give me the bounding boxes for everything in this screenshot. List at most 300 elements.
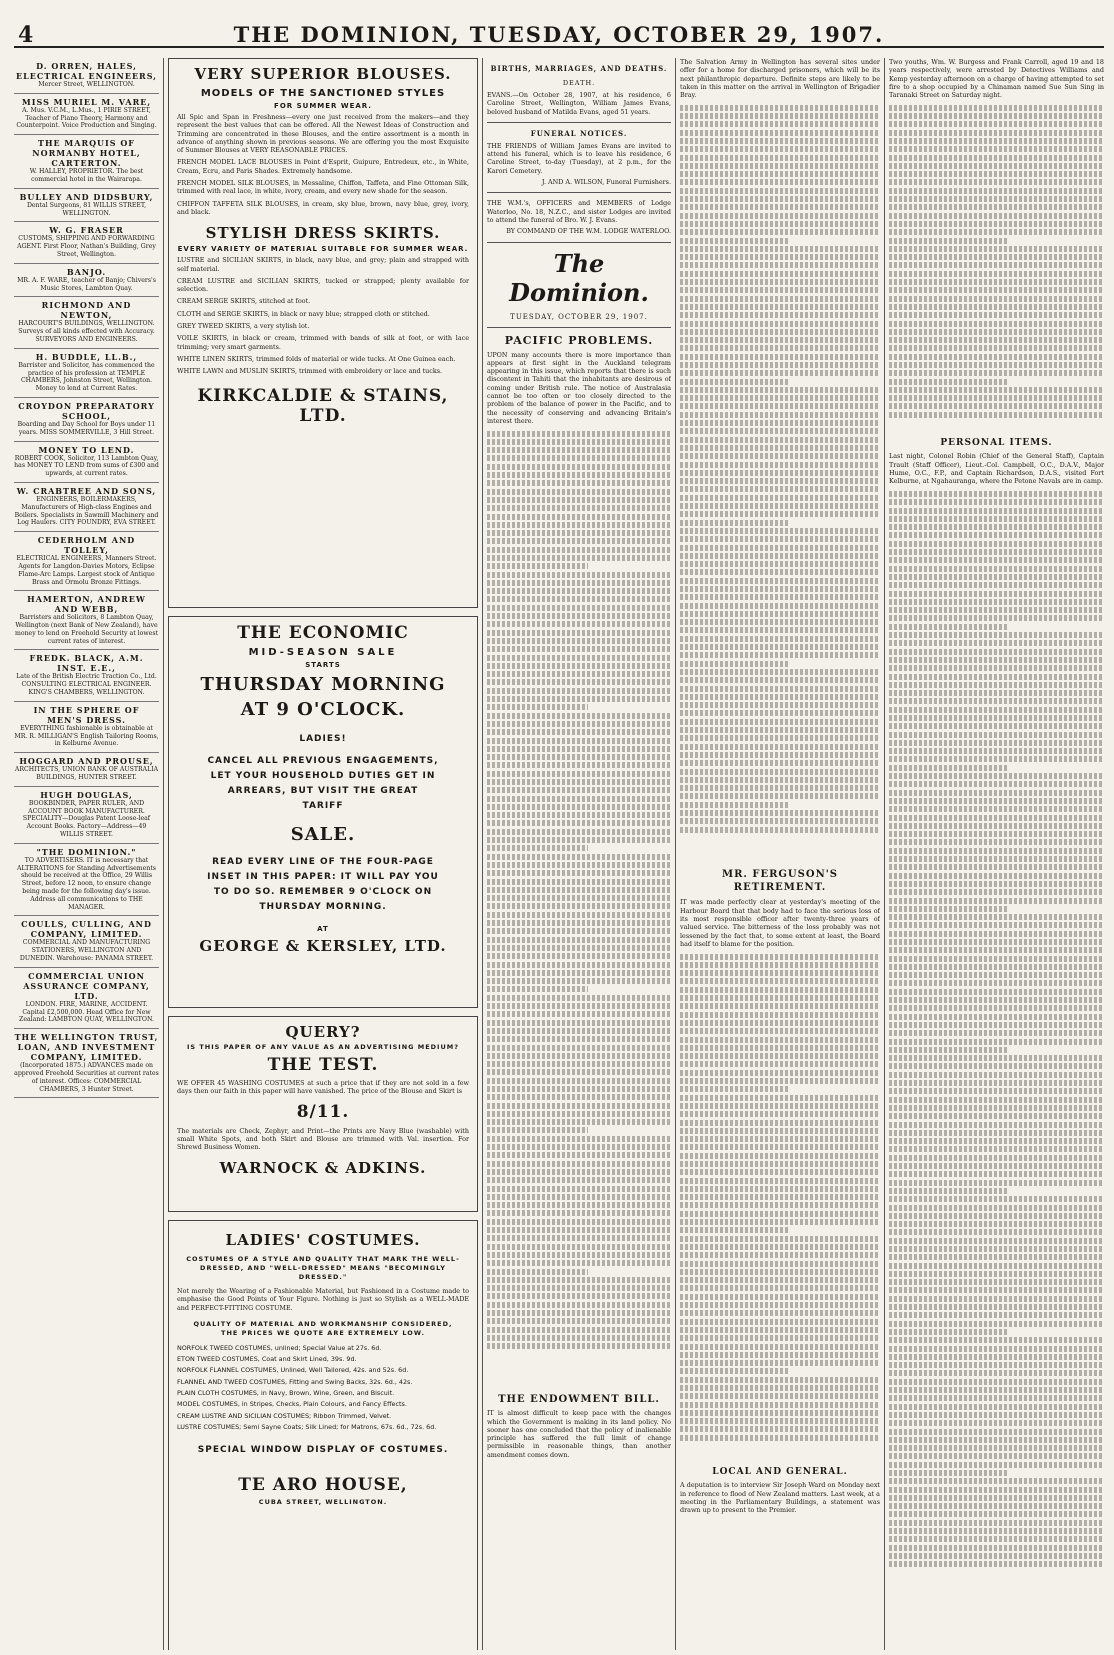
costume-price-item: NORFOLK FLANNEL COSTUMES, Unlined, Well Tailored, 42s. and 52s. 6d. (177, 1366, 409, 1375)
text-line (487, 1003, 671, 1009)
advert-text: BOOKBINDER, PAPER RULER, AND ACCOUNT BOOK MANUFACTURER. SPECIALITY—Douglas Patent Loose-leaf Account Books. Factory—Address—49 WILLIS STREET. (22, 799, 151, 839)
advert-title: VERY SUPERIOR BLOUSES. (194, 65, 452, 83)
text-line (680, 403, 880, 409)
text-line (487, 1293, 671, 1299)
text-line (680, 171, 880, 177)
advert-heading: H. BUDDLE, LL.B., (35, 351, 138, 362)
text-line (889, 412, 1104, 418)
advert-heading: W. CRABTREE AND SONS, (16, 485, 157, 496)
text-line (680, 138, 880, 144)
lodge-signature: BY COMMAND OF THE W.M. LODGE WATERLOO. (506, 227, 671, 236)
article-text: The Salvation Army in Wellington has several sites under offer for a home for discharged prisoners, which will be its next philanthropic departure. Definite steps are likely to be taken in this matter on the arrival in Wellington of Brigadier Bray. (680, 58, 880, 100)
text-line (680, 777, 880, 783)
text-line (680, 611, 880, 617)
column-rule (884, 58, 885, 1650)
advert-text: ROBERT COOK, Solicitor, 113 Lambton Quay, has MONEY TO LEND from sums of £300 and upwards, at current rates. (14, 454, 159, 478)
text-line (889, 823, 1104, 829)
text-line (889, 329, 1104, 335)
text-line (889, 1146, 1104, 1152)
text-line (487, 696, 671, 702)
text-line (680, 1352, 880, 1358)
text-line (889, 370, 1104, 376)
classified-advert (14, 787, 159, 844)
text-line (889, 1312, 1104, 1318)
advert-headline: THURSDAY MORNING (200, 674, 446, 695)
text-line (680, 387, 880, 393)
text-line (889, 698, 1104, 704)
text-line (680, 437, 880, 443)
text-line (680, 1194, 880, 1200)
text-line (889, 1287, 1104, 1293)
text-line (889, 321, 1104, 327)
advert-heading: HOGGARD AND PROUSE, (19, 756, 154, 767)
text-line (889, 756, 1104, 762)
text-line (889, 831, 1104, 837)
text-line (680, 578, 880, 584)
text-line (889, 362, 1104, 368)
advertiser-name: GEORGE & KERSLEY, LTD. (199, 937, 447, 955)
newspaper-title: THE DOMINION, TUESDAY, OCTOBER 29, 1907. (233, 22, 885, 47)
advert-text: Mercer Street, WELLINGTON. (38, 81, 135, 88)
text-line (680, 1028, 880, 1034)
text-line (680, 1012, 880, 1018)
text-line (487, 862, 671, 868)
text-line (680, 561, 880, 567)
costume-price-item: NORFOLK TWEED COSTUMES, unlined; Special Value at 27s. 6d. (177, 1343, 382, 1352)
text-line (680, 470, 880, 476)
advert-subtitle: QUALITY OF MATERIAL AND WORKMANSHIP CONSIDERED, THE PRICES WE QUOTE ARE EXTREMELY LOW. (193, 1319, 453, 1337)
text-line (680, 1045, 880, 1051)
text-line (889, 1520, 1104, 1526)
text-line (889, 607, 1104, 613)
divider (487, 192, 671, 193)
text-line (680, 1153, 880, 1159)
text-line (680, 636, 880, 642)
text-line (889, 1130, 1104, 1136)
text-line (680, 793, 880, 799)
text-line (487, 1327, 671, 1333)
death-notice: EVANS.—On October 28, 1907, at his residence, 6 Caroline Street, Wellington, William James Evans, beloved husband of Matilda Evans, aged 51 years. (487, 91, 671, 116)
text-line (889, 1097, 1104, 1103)
article-heading: PERSONAL ITEMS. (940, 438, 1053, 449)
text-line (487, 530, 671, 536)
text-line (680, 1360, 880, 1366)
classified-advert (14, 591, 159, 650)
text-line (889, 1304, 1104, 1310)
text-line (680, 511, 880, 517)
text-line (487, 962, 671, 968)
advert-text: COMMERCIAL AND MANUFACTURING STATIONERS, WELLINGTON AND DUNEDIN. Warehouse: PANAMA STREET. (19, 939, 154, 963)
body-text-block (889, 102, 1104, 432)
advert-text: EVERYTHING fashionable is obtainable at MR. R. MILLIGAN'S English Tailoring Rooms, in Kelburne Avenue. (14, 724, 159, 748)
text-line (680, 246, 880, 252)
text-line (680, 262, 880, 268)
text-line (889, 379, 1007, 385)
text-line (889, 1163, 1104, 1169)
text-line (680, 1178, 880, 1184)
text-line (487, 671, 671, 677)
advert-text: LONDON. FIRE, MARINE, ACCIDENT. Capital £2,500,000. Head Office for New Zealand: LAMBTON QUAY, WELLINGTON. (19, 1000, 154, 1024)
text-line (680, 1418, 880, 1424)
text-line (680, 1103, 880, 1109)
text-line (889, 516, 1104, 522)
text-line (487, 937, 671, 943)
text-line (680, 1202, 880, 1208)
text-line (487, 912, 671, 918)
advert-text: Not merely the Wearing of a Fashionable Material, but Fashioned in a Costume made to emphasise the Good Points of Your Figure. Nothing is just so Stylish as a WELL-MADE and PERFECT-FITTING COSTUME. (177, 1287, 469, 1312)
text-line (889, 1022, 1104, 1028)
text-line (889, 387, 1104, 393)
text-line (680, 1186, 880, 1192)
classified-advert (14, 189, 159, 223)
text-line (487, 1036, 671, 1042)
text-line (889, 1453, 1104, 1459)
body-text-block (680, 951, 880, 1461)
advert-headline: THE TEST. (267, 1055, 379, 1075)
text-line (680, 329, 880, 335)
masthead (14, 22, 1104, 48)
text-line (487, 738, 671, 744)
text-line (680, 987, 880, 993)
text-line (487, 1119, 671, 1125)
text-line (889, 1346, 1104, 1352)
classified-advert (14, 135, 159, 189)
text-line (889, 1462, 1104, 1468)
text-line (487, 497, 671, 503)
body-text-block (889, 489, 1104, 1609)
text-line (487, 870, 671, 876)
text-line (487, 1343, 671, 1349)
text-line (680, 1086, 790, 1092)
newspaper-logo: The Dominion. (509, 248, 649, 307)
economic-sale-advert (168, 616, 478, 1008)
text-line (680, 1285, 880, 1291)
text-line (487, 978, 671, 984)
advert-text: The materials are Check, Zephyr, and Print—the Prints are Navy Blue (washable) with small White Spots, and both Skirt and Blouse are trimmed with Val. insertion. For Shrewd Business Women. (177, 1126, 469, 1152)
text-line (680, 978, 880, 984)
text-line (680, 1269, 880, 1275)
text-line (889, 1213, 1104, 1219)
text-line (487, 1269, 588, 1275)
text-line (889, 906, 1007, 912)
text-line (487, 522, 671, 528)
classified-advert (14, 442, 159, 483)
text-line (889, 221, 1104, 227)
article-text: Two youths, Wm. W. Burgess and Frank Carroll, aged 19 and 18 years respectively, were arrested by Detectives Williams and Kemp yesterday afternoon on a charge of having attempted to set fire to a shop occupied by a Chinaman named Sue Sun Sing in Taranaki Street on Saturday night. (889, 58, 1104, 100)
divider (487, 327, 671, 328)
text-line (889, 964, 1104, 970)
text-line (680, 362, 880, 368)
advert-heading: CROYDON PREPARATORY SCHOOL, (18, 400, 155, 421)
text-line (889, 732, 1104, 738)
text-line (889, 287, 1104, 293)
costumes-advert (168, 1220, 478, 1650)
advert-text: CHIFFON TAFFETA SILK BLOUSES, in cream, sky blue, brown, navy blue, grey, ivory, and black. (177, 199, 469, 216)
article-text: UPON many accounts there is more importance than appears at first sight in the Auckland telegram appearing in this issue, which reports that there is such discontent in Tahiti that the inhabitants are desirous of coming under British rule. The notice of Australasia cannot be too often or too closely directed to the problem of the balance of power in the Pacific, and to the necessity of conserving and advancing Britain's interest there. (487, 350, 671, 425)
text-line (487, 514, 671, 520)
advert-subtitle: FOR SUMMER WEAR. (274, 102, 372, 110)
text-line (889, 549, 1104, 555)
text-line (487, 439, 671, 445)
text-line (889, 1246, 1104, 1252)
advert-subtitle: MID-SEASON SALE (248, 647, 398, 658)
text-line (487, 480, 671, 486)
text-line (487, 1186, 671, 1192)
text-line (889, 312, 1104, 318)
text-line (487, 928, 671, 934)
text-line (487, 555, 671, 561)
text-line (680, 627, 880, 633)
text-line (680, 995, 880, 1001)
text-line (889, 582, 1104, 588)
text-line (680, 1161, 880, 1167)
advert-text: FRENCH MODEL LACE BLOUSES in Point d'Esprit, Guipure, Entredeux, etc., in White, Cream, Ecru, and Paris Shades. Extremely handsome. (177, 158, 469, 175)
text-line (889, 1437, 1104, 1443)
text-line (889, 1138, 1104, 1144)
text-line (889, 881, 1104, 887)
text-line (487, 1202, 671, 1208)
text-line (487, 762, 671, 768)
advert-text: Barrister and Solicitor, has commenced the practice of his profession at TEMPLE CHAMBERS, Johnston Street, Wellington. Money to lend at Current Rates. (18, 361, 155, 393)
text-line (680, 553, 880, 559)
text-line (889, 1528, 1104, 1534)
text-line (487, 721, 671, 727)
text-line (680, 536, 880, 542)
classified-advert (14, 968, 159, 1029)
text-line (487, 779, 671, 785)
text-line (680, 1070, 880, 1076)
text-line (487, 572, 671, 578)
text-line (680, 1426, 880, 1432)
text-line (680, 113, 880, 119)
advert-text: CANCEL ALL PREVIOUS ENGAGEMENTS, LET YOUR HOUSEHOLD DUTIES GET IN ARREARS, BUT VISIT THE GREAT TARIFF (207, 756, 439, 811)
advert-heading: COMMERCIAL UNION ASSURANCE COMPANY, LTD. (23, 970, 150, 1001)
text-line (889, 848, 1104, 854)
text-line (487, 1285, 671, 1291)
text-line (889, 748, 1104, 754)
text-line (487, 679, 671, 685)
text-line (680, 962, 880, 968)
text-line (680, 727, 880, 733)
text-line (889, 188, 1104, 194)
text-line (889, 1553, 1104, 1559)
text-line (889, 499, 1104, 505)
advert-text: (Incorporated 1875.) ADVANCES made on approved Freehold Securities at current rates of interest. Offices: COMMERCIAL CHAMBERS, 3 Hunter Street. (14, 1062, 159, 1093)
text-line (680, 1294, 880, 1300)
advert-text: ENGINEERS, BOILERMAKERS, Manufacturers of High-class Engines and Boilers. Specialists in Sawmill Machinery and Log Haulers. CITY FOUNDRY, EVA STREET. (14, 495, 159, 527)
advert-text: WHITE LINEN SKIRTS, trimmed folds of material or wide tucks. At One Guinea each. (177, 354, 456, 363)
text-line (889, 1005, 1104, 1011)
text-line (889, 1180, 1104, 1186)
text-line (680, 594, 880, 600)
text-line (680, 279, 880, 285)
text-line (487, 563, 588, 569)
text-line (680, 420, 880, 426)
text-line (487, 845, 588, 851)
text-line (889, 839, 1104, 845)
text-line (487, 596, 671, 602)
text-line (487, 1020, 671, 1026)
text-line (889, 947, 1104, 953)
article-text: Last night, Colonel Robin (Chief of the General Staff), Captain Trault (Staff Officer), Lieut.-Col. Campbell, O.C., D.A.V., Major Hume, O.C., F.P., and Captain Richardson, D.A.S., visited Fort Kelburne, at Ngahauranga, where the Petone Navals are in camp. (889, 452, 1104, 486)
text-line (680, 1169, 880, 1175)
classified-advert (14, 94, 159, 135)
text-line (889, 682, 1104, 688)
advert-text: All Spic and Span in Freshness—every one just received from the makers—and they represent the best values that can be offered. All the Newest Ideas of Construction and Trimming are concentrated in these Blouses, and the entire assortment is a month in advance of anything shown in previous seasons. We are offering you the most Exquisite of Summer Blouses at VERY REASONABLE PRICES. (177, 113, 469, 155)
text-line (487, 1061, 671, 1067)
text-line (487, 920, 671, 926)
text-line (889, 1030, 1104, 1036)
advert-text: MR. A. F. WARE, teacher of Banjo; Chivers's Music Stores, Lambton Quay. (17, 276, 156, 292)
text-line (487, 1011, 671, 1017)
text-line (680, 954, 880, 960)
section-heading: BIRTHS, MARRIAGES, AND DEATHS. (490, 64, 668, 73)
text-line (889, 1188, 1007, 1194)
section-heading: FUNERAL NOTICES. (530, 128, 628, 138)
text-line (889, 931, 1104, 937)
text-line (487, 1227, 671, 1233)
text-line (487, 1277, 671, 1283)
text-line (889, 1271, 1104, 1277)
text-line (889, 972, 1104, 978)
text-line (680, 528, 880, 534)
text-line (889, 296, 1104, 302)
text-line (487, 489, 671, 495)
text-line (889, 1055, 1104, 1061)
text-line (487, 1086, 671, 1092)
text-line (680, 1037, 880, 1043)
advertiser-name: WARNOCK & ADKINS. (219, 1159, 427, 1178)
advert-title: THE ECONOMIC (237, 623, 409, 643)
text-line (889, 657, 1104, 663)
advertiser-name: KIRKCALDIE & STAINS, LTD. (197, 385, 449, 426)
text-line (889, 204, 1104, 210)
text-line (889, 1221, 1104, 1227)
text-line (680, 1393, 880, 1399)
advert-text: WHITE LAWN and MUSLIN SKIRTS, trimmed with embroidery or lace and tucks. (177, 367, 443, 376)
text-line (487, 829, 671, 835)
text-line (680, 428, 880, 434)
text-line (889, 956, 1104, 962)
text-line (889, 213, 1104, 219)
text-line (487, 754, 671, 760)
text-line (680, 296, 880, 302)
article-heading: THE ENDOWMENT BILL. (498, 1394, 660, 1406)
text-line (889, 171, 1104, 177)
text-line (487, 580, 671, 586)
text-line (680, 221, 880, 227)
advert-text: ELECTRICAL ENGINEERS, Manners Street. Agents for Langdon-Davies Motors, Eclipse Flame-Arc Lamps. Largest stock of Antique Brass and Ormolu Bronze Fittings. (16, 555, 157, 586)
text-line (487, 1335, 671, 1341)
text-line (889, 624, 1007, 630)
text-line (487, 879, 671, 885)
classified-advert (14, 916, 159, 967)
text-line (889, 179, 1104, 185)
text-line (889, 806, 1104, 812)
text-line (889, 1354, 1104, 1360)
text-line (487, 1053, 671, 1059)
text-line (889, 715, 1104, 721)
text-line (889, 649, 1104, 655)
text-line (680, 545, 880, 551)
text-line (680, 1344, 880, 1350)
text-line (680, 1402, 880, 1408)
text-line (680, 1053, 880, 1059)
costume-price-item: PLAIN CLOTH COSTUMES, in Navy, Brown, Wine, Green, and Biscuit. (177, 1389, 395, 1398)
text-line (680, 213, 880, 219)
text-line (889, 864, 1104, 870)
display-ads-column (168, 58, 478, 1650)
text-line (889, 1263, 1104, 1269)
text-line (889, 1495, 1104, 1501)
text-line (487, 464, 671, 470)
text-line (487, 970, 671, 976)
text-line (487, 455, 671, 461)
text-line (889, 690, 1104, 696)
text-line (889, 395, 1104, 401)
text-line (680, 354, 880, 360)
text-line (680, 769, 880, 775)
text-line (680, 395, 880, 401)
advert-text: HARCOURT'S BUILDINGS, WELLINGTON. Surveys of all kinds effected with Accuracy. SURVEYORS AND ENGINEERS. (18, 320, 155, 343)
text-line (889, 1279, 1104, 1285)
text-line (680, 379, 790, 385)
advert-text: ARCHITECTS, UNION BANK OF AUSTRALIA BUILDINGS, HUNTER STREET. (14, 766, 159, 782)
text-line (487, 663, 671, 669)
text-line (889, 1470, 1007, 1476)
text-line (487, 812, 671, 818)
text-line (680, 1435, 880, 1441)
text-line (487, 1111, 671, 1117)
text-line (889, 304, 1104, 310)
text-line (487, 787, 671, 793)
text-line (487, 505, 671, 511)
text-line (889, 1412, 1104, 1418)
text-line (487, 1069, 671, 1075)
advertiser-address: CUBA STREET, WELLINGTON. (258, 1498, 388, 1507)
text-line (487, 887, 671, 893)
text-line (680, 719, 880, 725)
editorial-column (487, 58, 671, 1650)
notice-heading: DEATH. (562, 79, 596, 87)
text-line (680, 686, 880, 692)
text-line (889, 1420, 1104, 1426)
advert-heading: D. ORREN, HALES, ELECTRICAL ENGINEERS, (16, 61, 157, 81)
text-line (680, 412, 880, 418)
undertaker: J. AND A. WILSON, Funeral Furnishers. (541, 178, 671, 187)
text-line (889, 1329, 1007, 1335)
divider (487, 242, 671, 243)
advert-text: VOILE SKIRTS, in black or cream, trimmed with bands of silk at foot, or with lace trimming; very smart garments. (177, 334, 469, 351)
costume-price-item: ETON TWEED COSTUMES, Coat and Skirt Lined, 39s. 9d. (177, 1355, 357, 1364)
article-text: A deputation is to interview Sir Joseph Ward on Monday next in reference to flood of New Zealand matters. Last week, at a meeting in the Parliamentary Buildings, a statement was drawn up to present to the Premier. (680, 1481, 880, 1515)
text-line (889, 914, 1104, 920)
text-line (487, 903, 671, 909)
text-line (487, 472, 671, 478)
text-line (680, 1219, 880, 1225)
text-line (487, 1169, 671, 1175)
text-line (487, 688, 671, 694)
text-line (889, 238, 1007, 244)
text-line (680, 818, 880, 824)
news-column (889, 58, 1104, 1650)
text-line (889, 790, 1104, 796)
text-line (680, 1261, 880, 1267)
advert-subtitle: EVERY VARIETY OF MATERIAL SUITABLE FOR SUMMER WEAR. (177, 245, 469, 254)
text-line (680, 970, 880, 976)
text-line (680, 188, 880, 194)
text-line (680, 1327, 880, 1333)
